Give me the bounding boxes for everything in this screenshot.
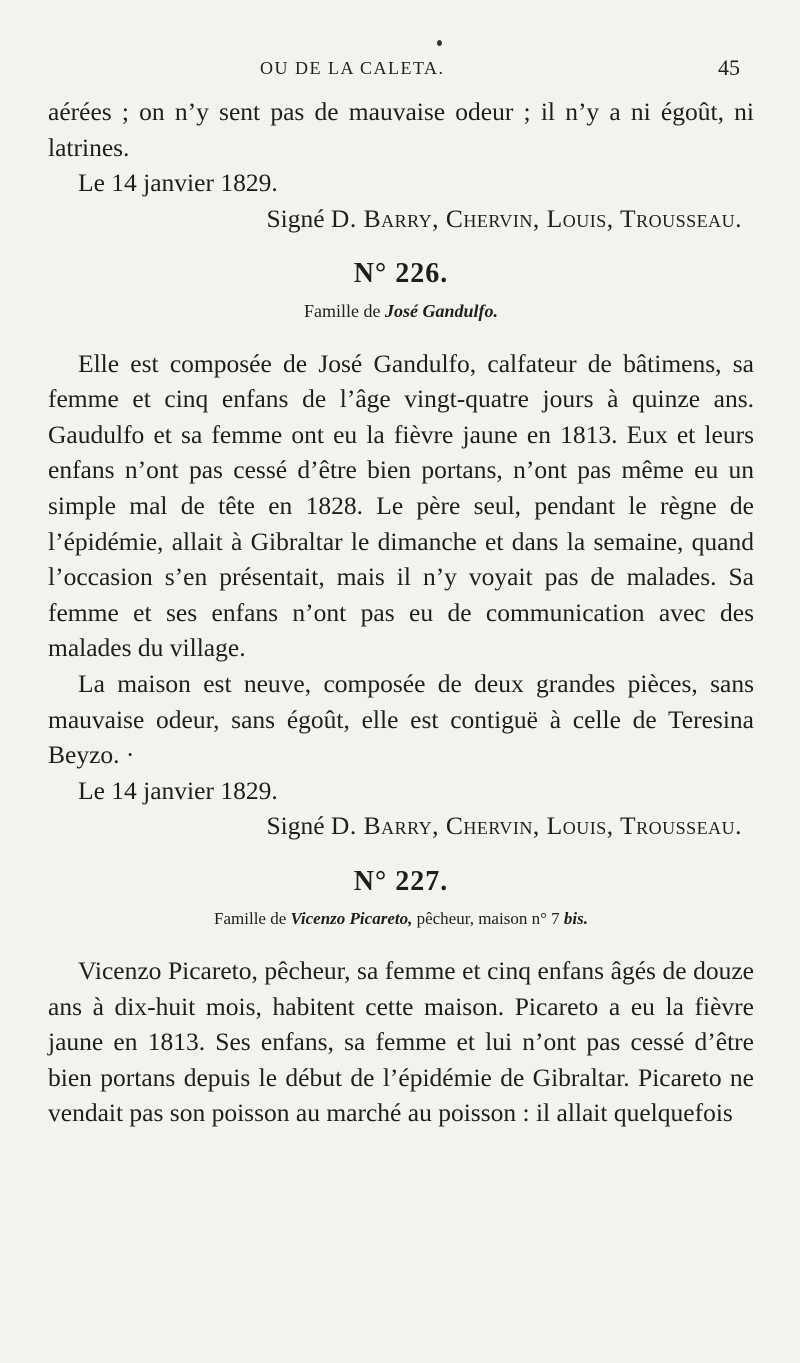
subtitle-prefix: Famille de (304, 300, 381, 321)
date-line: Le 14 janvier 1829. (78, 168, 278, 198)
subtitle-prefix: Famille de (214, 909, 287, 929)
signature-names: D. Barry, Chervin, Louis, Trousseau. (330, 203, 742, 233)
page-number: 45 (718, 55, 740, 80)
family-name: José Gandulfo. (384, 300, 498, 321)
subtitle-bis: bis. (563, 909, 588, 929)
signature-prefix: Signé (266, 811, 325, 841)
signature-line (48, 201, 754, 237)
paragraph-intro: aérées ; on n’y sent pas de mauvaise odeur ; il n’y a ni égoût, ni latrines. (48, 97, 754, 162)
entry-number-226: N° 226. (353, 258, 449, 290)
subtitle-suffix: pêcheur, maison n° 7 (416, 909, 560, 929)
paragraph-227-1: Vicenzo Picareto, pêcheur, sa femme et cinq enfans âgés de douze ans à dix-huit mois, habitent cette maison. Picareto a eu la fièvre jaune en 1813. Ses enfans, sa femme et lui n’ont pas cessé d’être bien portans depuis le début de l’épidémie de Gibraltar. Picareto ne vendait pas son poisson au marché au poisson : il allait quelquefois (48, 956, 754, 1128)
ink-dot (437, 40, 442, 46)
entry-subtitle-227 (48, 901, 754, 937)
paragraph-226-1: Elle est composée de José Gandulfo, calfateur de bâtimens, sa femme et cinq enfans de l’âge vingt-quatre jours à quinze ans. Gaudulfo et sa femme ont eu la fièvre jaune en 1813. Eux et leurs enfans n’ont pas cessé d’être bien portans, n’ont pas même eu un simple mal de tête en 1828. Le père seul, pendant le règne de l’épidémie, allait à Gibraltar le dimanche et dans la semaine, quand l’occasion s’en présentait, mais il n’y voyait pas de malades. Sa femme et ses enfans n’ont pas eu de communication avec des malades du village. (48, 348, 754, 663)
paragraph-226-2: La maison est neuve, composée de deux grandes pièces, sans mauvaise odeur, sans égoût, elle est contiguë à celle de Teresina Beyzo. · (48, 668, 754, 770)
family-name: Vicenzo Picareto, (290, 909, 413, 929)
signature-names: D. Barry, Chervin, Louis, Trousseau. (330, 811, 742, 841)
signature-line (48, 808, 754, 844)
running-head: OU DE LA CALETA. (260, 58, 445, 78)
text-block (48, 94, 754, 1131)
entry-subtitle-226 (48, 294, 754, 330)
signature-prefix: Signé (266, 203, 325, 233)
date-line: Le 14 janvier 1829. (78, 775, 278, 805)
entry-number-227: N° 227. (353, 865, 449, 897)
